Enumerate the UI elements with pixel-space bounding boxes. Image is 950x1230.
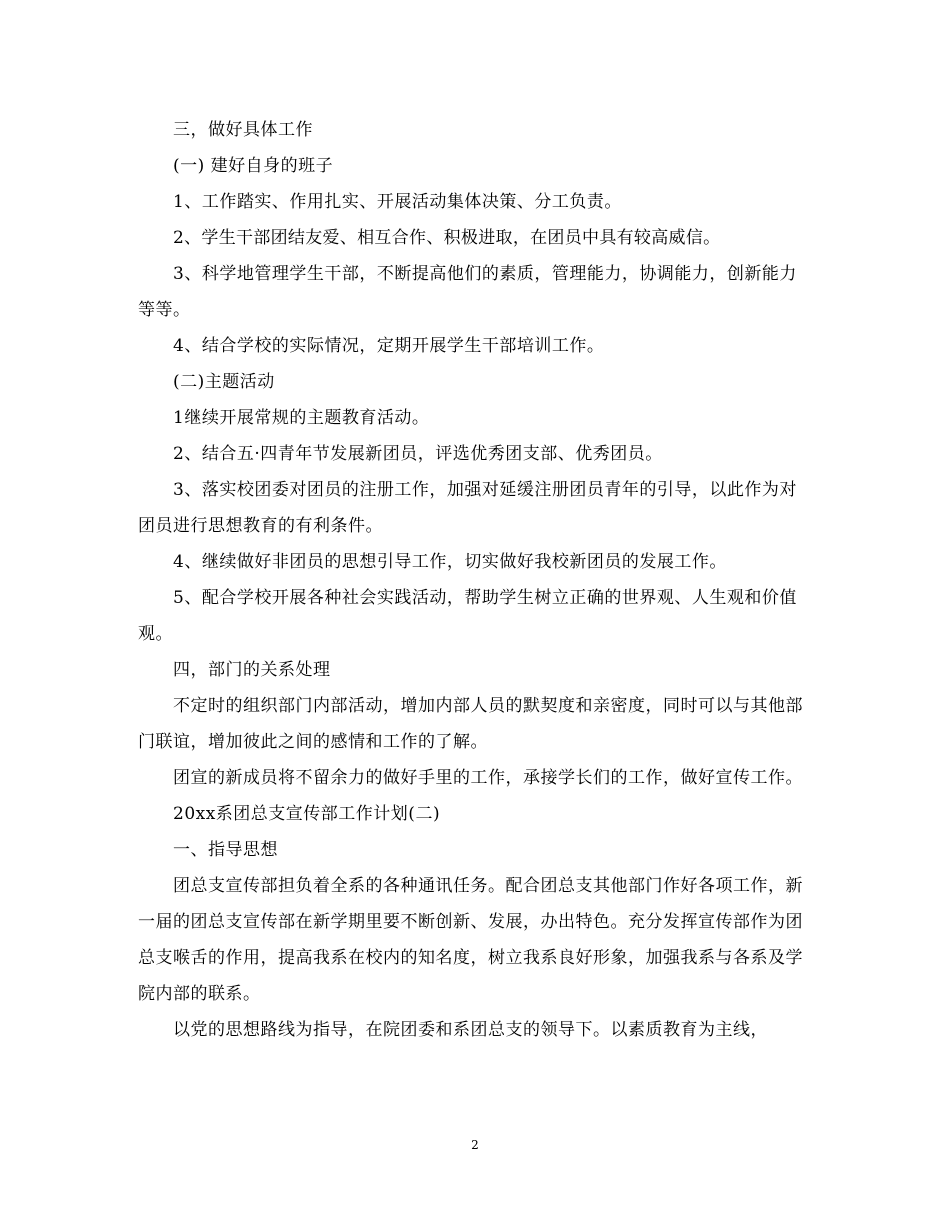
paragraph: 1继续开展常规的主题教育活动。 [173, 408, 430, 428]
paragraph: 不定时的组织部门内部活动，增加内部人员的默契度和亲密度，同时可以与其他部门联谊，增加彼此之间的感情和工作的了解。 [138, 696, 803, 752]
section-heading-4: 四，部门的关系处理 [173, 660, 331, 680]
document-title: 20xx系团总支宣传部工作计划(二) [173, 804, 441, 824]
paragraph: 5、配合学校开展各种社会实践活动，帮助学生树立正确的世界观、人生观和价值观。 [138, 588, 797, 644]
paragraph: 4、结合学校的实际情况，定期开展学生干部培训工作。 [173, 336, 605, 356]
paragraph: 2、学生干部团结友爱、相互合作、积极进取，在团员中具有较高威信。 [173, 228, 721, 248]
document-body [138, 112, 814, 1048]
paragraph: 1、工作踏实、作用扎实、开展活动集体决策、分工负责。 [173, 192, 622, 212]
paragraph: 4、继续做好非团员的思想引导工作，切实做好我校新团员的发展工作。 [173, 552, 727, 572]
paragraph: 团总支宣传部担负着全系的各种通讯任务。配合团总支其他部门作好各项工作，新一届的团总支宣传部在新学期里要不断创新、发展，办出特色。充分发挥宣传部作为团总支喉舌的作用，提高我系在校内的知名度，树立我系良好形象，加强我系与各系及学院内部的联系。 [138, 876, 803, 1004]
section-heading-1: 一、指导思想 [173, 840, 278, 860]
page-number: 2 [471, 1138, 479, 1152]
subsection-heading-1: (一) 建好自身的班子 [173, 156, 334, 176]
paragraph: 以党的思想路线为指导，在院团委和系团总支的领导下。以素质教育为主线， [173, 1020, 768, 1040]
paragraph: 团宣的新成员将不留余力的做好手里的工作，承接学长们的工作，做好宣传工作。 [173, 768, 803, 788]
paragraph: 2、结合五·四青年节发展新团员，评选优秀团支部、优秀团员。 [173, 444, 663, 464]
section-heading-3: 三，做好具体工作 [173, 120, 313, 140]
paragraph: 3、落实校团委对团员的注册工作，加强对延缓注册团员青年的引导，以此作为对团员进行思想教育的有利条件。 [138, 480, 797, 536]
paragraph: 3、科学地管理学生干部，不断提高他们的素质，管理能力，协调能力，创新能力等等。 [138, 264, 797, 320]
subsection-heading-2: (二)主题活动 [173, 372, 275, 392]
